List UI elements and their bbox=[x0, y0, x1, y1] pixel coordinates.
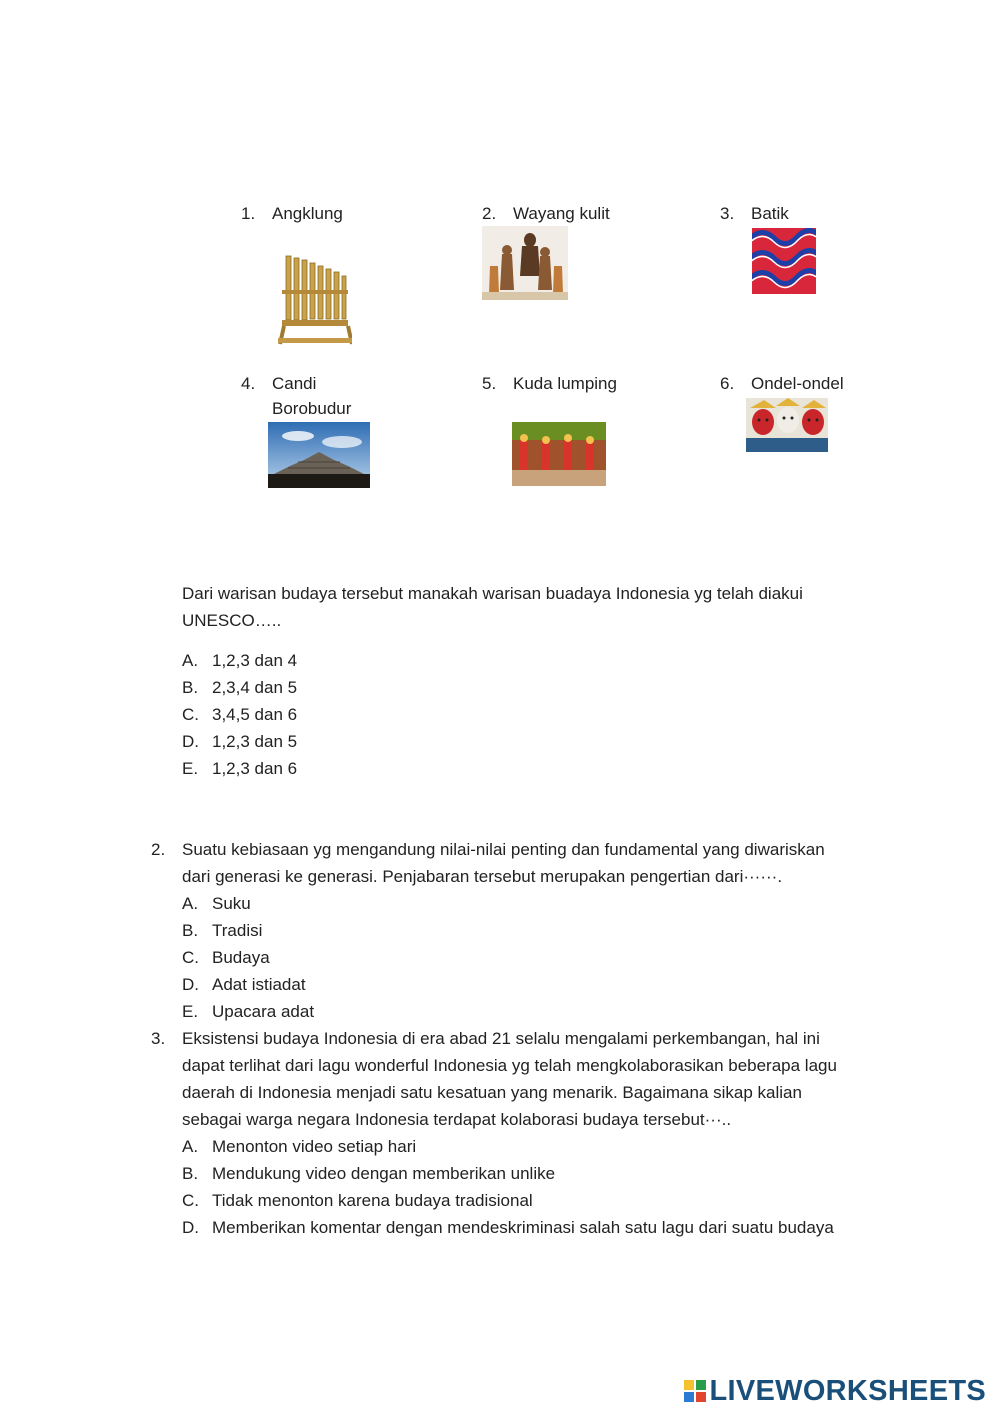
item-number: 4. bbox=[241, 374, 256, 393]
option-letter: C. bbox=[182, 948, 199, 967]
option-letter: E. bbox=[182, 759, 199, 778]
item-label: Wayang kulit bbox=[513, 204, 610, 223]
option-text: 2,3,4 dan 5 bbox=[212, 678, 298, 697]
option-text: 1,2,3 dan 4 bbox=[212, 651, 298, 670]
batik-image bbox=[752, 228, 816, 294]
ondel-ondel-image bbox=[746, 398, 828, 452]
question-text-line: Eksistensi budaya Indonesia di era abad 21 selalu mengalami perkembangan, hal ini bbox=[182, 1029, 820, 1048]
item-label: Kuda lumping bbox=[513, 374, 617, 393]
item-number: 5. bbox=[482, 374, 497, 393]
option-letter: B. bbox=[182, 1164, 199, 1183]
option-text: Tidak menonton karena budaya tradisional bbox=[212, 1191, 533, 1210]
option-text: Suku bbox=[212, 894, 251, 913]
question-number: 3. bbox=[151, 1029, 166, 1048]
option-letter: D. bbox=[182, 1218, 199, 1237]
question-text-line: UNESCO….. bbox=[182, 611, 282, 630]
option-letter: B. bbox=[182, 678, 199, 697]
option-letter: A. bbox=[182, 894, 199, 913]
liveworksheets-logo-icon bbox=[684, 1380, 706, 1402]
option-text: 1,2,3 dan 6 bbox=[212, 759, 298, 778]
option-text: Tradisi bbox=[212, 921, 263, 940]
item-label-line1: Candi bbox=[272, 374, 317, 393]
option-letter: D. bbox=[182, 975, 199, 994]
option-text: 1,2,3 dan 5 bbox=[212, 732, 298, 751]
question-text-line: sebagai warga negara Indonesia terdapat kolaborasi budaya tersebut···.. bbox=[182, 1110, 732, 1129]
option-text: Menonton video setiap hari bbox=[212, 1137, 417, 1156]
option-letter: D. bbox=[182, 732, 199, 751]
option-letter: C. bbox=[182, 1191, 199, 1210]
option-letter: B. bbox=[182, 921, 199, 940]
option-text: Budaya bbox=[212, 948, 270, 967]
question-text-line: Dari warisan budaya tersebut manakah warisan buadaya Indonesia yg telah diakui bbox=[182, 584, 803, 603]
option-letter: A. bbox=[182, 1137, 199, 1156]
item-label: Ondel-ondel bbox=[751, 374, 844, 393]
option-text: Adat istiadat bbox=[212, 975, 306, 994]
borobudur-image bbox=[268, 422, 370, 488]
option-text: Upacara adat bbox=[212, 1002, 315, 1021]
question-text-line: dapat terlihat dari lagu wonderful Indonesia yg telah mengkolaborasikan beberapa lagu bbox=[182, 1056, 837, 1075]
item-number: 2. bbox=[482, 204, 497, 223]
angklung-image bbox=[278, 250, 352, 346]
option-text: Mendukung video dengan memberikan unlike bbox=[212, 1164, 556, 1183]
question-number: 2. bbox=[151, 840, 166, 859]
option-text: Memberikan komentar dengan mendeskriminasi salah satu lagu dari suatu budaya bbox=[212, 1218, 834, 1237]
liveworksheets-logo[interactable] bbox=[684, 1376, 987, 1406]
option-letter: A. bbox=[182, 651, 199, 670]
kuda-lumping-image bbox=[512, 422, 606, 486]
item-label: Batik bbox=[751, 204, 789, 223]
question-text-line: daerah di Indonesia menjadi satu kesatuan yang menarik. Bagaimana sikap kalian bbox=[182, 1083, 802, 1102]
item-label: Angklung bbox=[272, 204, 343, 223]
option-letter: E. bbox=[182, 1002, 199, 1021]
question-text-line: Suatu kebiasaan yg mengandung nilai-nilai penting dan fundamental yang diwariskan bbox=[182, 840, 825, 859]
wayang-kulit-image bbox=[482, 226, 568, 300]
logo-text: LIVEWORKSHEETS bbox=[709, 1374, 986, 1407]
option-letter: C. bbox=[182, 705, 199, 724]
question-text-line: dari generasi ke generasi. Penjabaran tersebut merupakan pengertian dari······. bbox=[182, 867, 783, 886]
item-label-line2: Borobudur bbox=[272, 399, 352, 418]
item-number: 3. bbox=[720, 204, 735, 223]
item-number: 6. bbox=[720, 374, 735, 393]
option-text: 3,4,5 dan 6 bbox=[212, 705, 298, 724]
item-number: 1. bbox=[241, 204, 256, 223]
